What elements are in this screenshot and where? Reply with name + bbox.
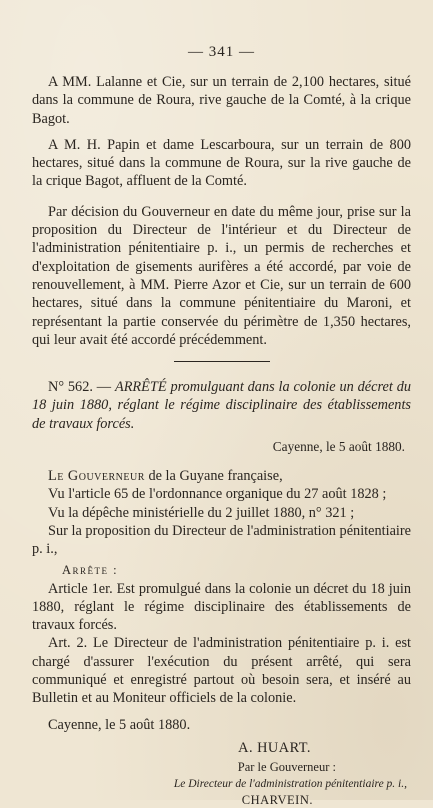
signature-director: CHARVEIN. (241, 792, 313, 807)
vu-depeche: Vu la dépêche ministérielle du 2 juillet 1880, n° 321 ; (48, 504, 355, 521)
closing-date: Cayenne, le 5 août 1880. (48, 716, 191, 733)
paragraph-decision: Par décision du Gouverneur en date du même jour, prise sur la proposition du Directeur de l'intérieur et du Directeur de l'administration pénitentiaire p. i., un permis de recherches et d'exploitation de gisements aurifères a été accordé, par voie de renouvellement, à MM. Pierre Azor et Cie, sur un terrain de 600 hectares, situé dans la commune pénitentiaire du Maroni, et représentant la partie conservée du périmètre de 1,350 hectares, qui leur avait été accordé précédemment. (32, 203, 411, 348)
signature-par: Par le Gouverneur : (237, 759, 336, 774)
paragraph-papin: A M. H. Papin et dame Lescarboura, sur un terrain de 800 hectares, situé dans la commune de Roura, sur la rive gauche de la crique Bagot, affluent de la Comté. (32, 136, 411, 190)
signature-name: A. HUART. (238, 739, 311, 756)
governor-rest: de la Guyane française, (144, 468, 283, 485)
page-number: — 341 — (188, 44, 255, 60)
paragraph-lalanne: A MM. Lalanne et Cie, sur un terrain de 2,100 hectares, situé dans la commune de Roura, rive gauche de la Comté, à la crique Bagot. (32, 74, 411, 127)
article-1: Article 1er. Est promulgué dans la colonie un décret du 18 juin 1880, réglant le régime disciplinaire des établissements de travaux forcés. (32, 580, 411, 634)
arrete-title: ARRÊTÉ promulguant dans la colonie un décret du 18 juin 1880, réglant le régime disciplinaire des établissements de travaux forcés. (32, 379, 411, 432)
arrete-number: N° 562. — (48, 379, 112, 396)
arrete-date: Cayenne, le 5 août 1880. (272, 439, 405, 455)
section-divider (174, 361, 270, 362)
governor-line (32, 467, 411, 485)
vu-article: Vu l'article 65 de l'ordonnance organique du 27 août 1828 ; (48, 486, 387, 503)
proposition-line: Sur la proposition du Directeur de l'administration pénitentiaire p. i., (32, 522, 411, 558)
article-2: Art. 2. Le Directeur de l'administration pénitentiaire p. i. est chargé d'assurer l'exécution du présent arrêté, qui sera communiqué et enregistré partout où besoin sera, et inséré au Bulletin et au Moniteur officiels de la colonie. (32, 635, 411, 707)
arrete-heading (32, 378, 411, 433)
arrete-label: Arrête : (62, 562, 119, 577)
governor-title: Le Gouverneur (48, 468, 145, 485)
signature-title: Le Directeur de l'administration pénitentiaire p. i., (173, 777, 407, 790)
